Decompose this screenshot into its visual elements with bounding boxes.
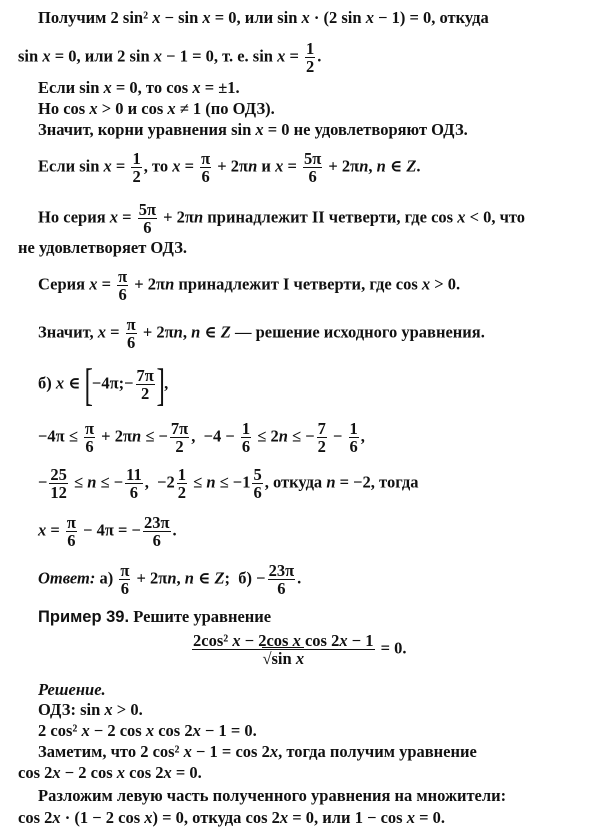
text-line-9: Серия x = $\frac{\pi}{6}$ + 2πn принадлежит I четверти, где cos x > 0. [38,267,461,305]
text-line-6: Если sin x = $\frac{1}{2}$ , то x = $\frac{\pi}{6}$ + 2πn и x = $\frac{5\pi}{6}$ + 2πn, n ∈ Z. [38,149,421,187]
text-line-note: Заметим, что 2 cos² x − 1 = cos 2x, тогда получим уравнение [38,742,477,761]
text-line-2: sin x = 0, или 2 sin x − 1 = 0, т. е. sin x = $\frac{1}{2}$ . [18,39,322,77]
text-line-3: Если sin x = 0, то cos x = ±1. [38,78,240,97]
text-line-eq: 2 cos² x − 2 cos x cos 2x − 1 = 0. [38,721,257,740]
text-line-7: Но серия x = $\frac{5\pi}{6}$ + 2πn принадлежит II четверти, где cos x < 0, что [38,200,526,238]
text-line-5: Значит, корни уравнения sin x = 0 не удовлетворяют ОДЗ. [38,120,468,139]
text-line-4: Но cos x > 0 и cos x ≠ 1 (по ОДЗ). [38,99,275,118]
text-line-1: Получим 2 sin² x − sin x = 0, или sin x · (2 sin x − 1) = 0, откуда [38,8,489,27]
text-line-factor: Разложим левую часть полученного уравнения на множители: [38,786,507,805]
equation-display: $\frac{\text{2cos² x − 2cos x cos 2x − 1}}{\text{√sin x}}$ = 0. [193,631,407,669]
text-line-10: Значит, x = $\frac{\pi}{6}$ + 2πn, n ∈ Z — решение исходного уравнения. [38,315,485,353]
text-line-12: −4π ≤ $\frac{\pi}{6}$ + 2πn ≤ − $\frac{7\pi}{2}$ , −4 − $\frac{1}{6}$ ≤ 2n ≤ − $\frac{7}{2}$ − $\frac{1}{6}$ , [38,419,365,457]
text-line-13: − $\frac{25}{12}$ ≤ n ≤ − $\frac{11}{6}$ , −2 $\frac{1}{2}$ ≤ n ≤ −1 $\frac{5}{6}$ , откуда n = −2, тогда [38,465,419,503]
example-heading: Пример 39. Решите уравнение [38,607,272,626]
answer-line: Ответ: а) $\frac{\pi}{6}$ + 2πn, n ∈ Z; б) − $\frac{23\pi}{6}$ . [38,561,302,599]
text-line-8: не удовлетворяет ОДЗ. [18,238,188,257]
text-line-eq2: cos 2x − 2 cos x cos 2x = 0. [18,763,202,782]
solution-label: Решение. [38,680,106,699]
text-line-14: x = $\frac{\pi}{6}$ − 4π = − $\frac{23\pi}{6}$ . [38,513,177,551]
text-line-last: cos 2x · (1 − 2 cos x) = 0, откуда cos 2x = 0, или 1 − cos x = 0. [18,808,445,827]
text-line-11: б) x ∈ [−4π;− $\frac{7\pi}{2}$ ], [38,359,169,410]
text-line-odz: ОДЗ: sin x > 0. [38,700,143,719]
